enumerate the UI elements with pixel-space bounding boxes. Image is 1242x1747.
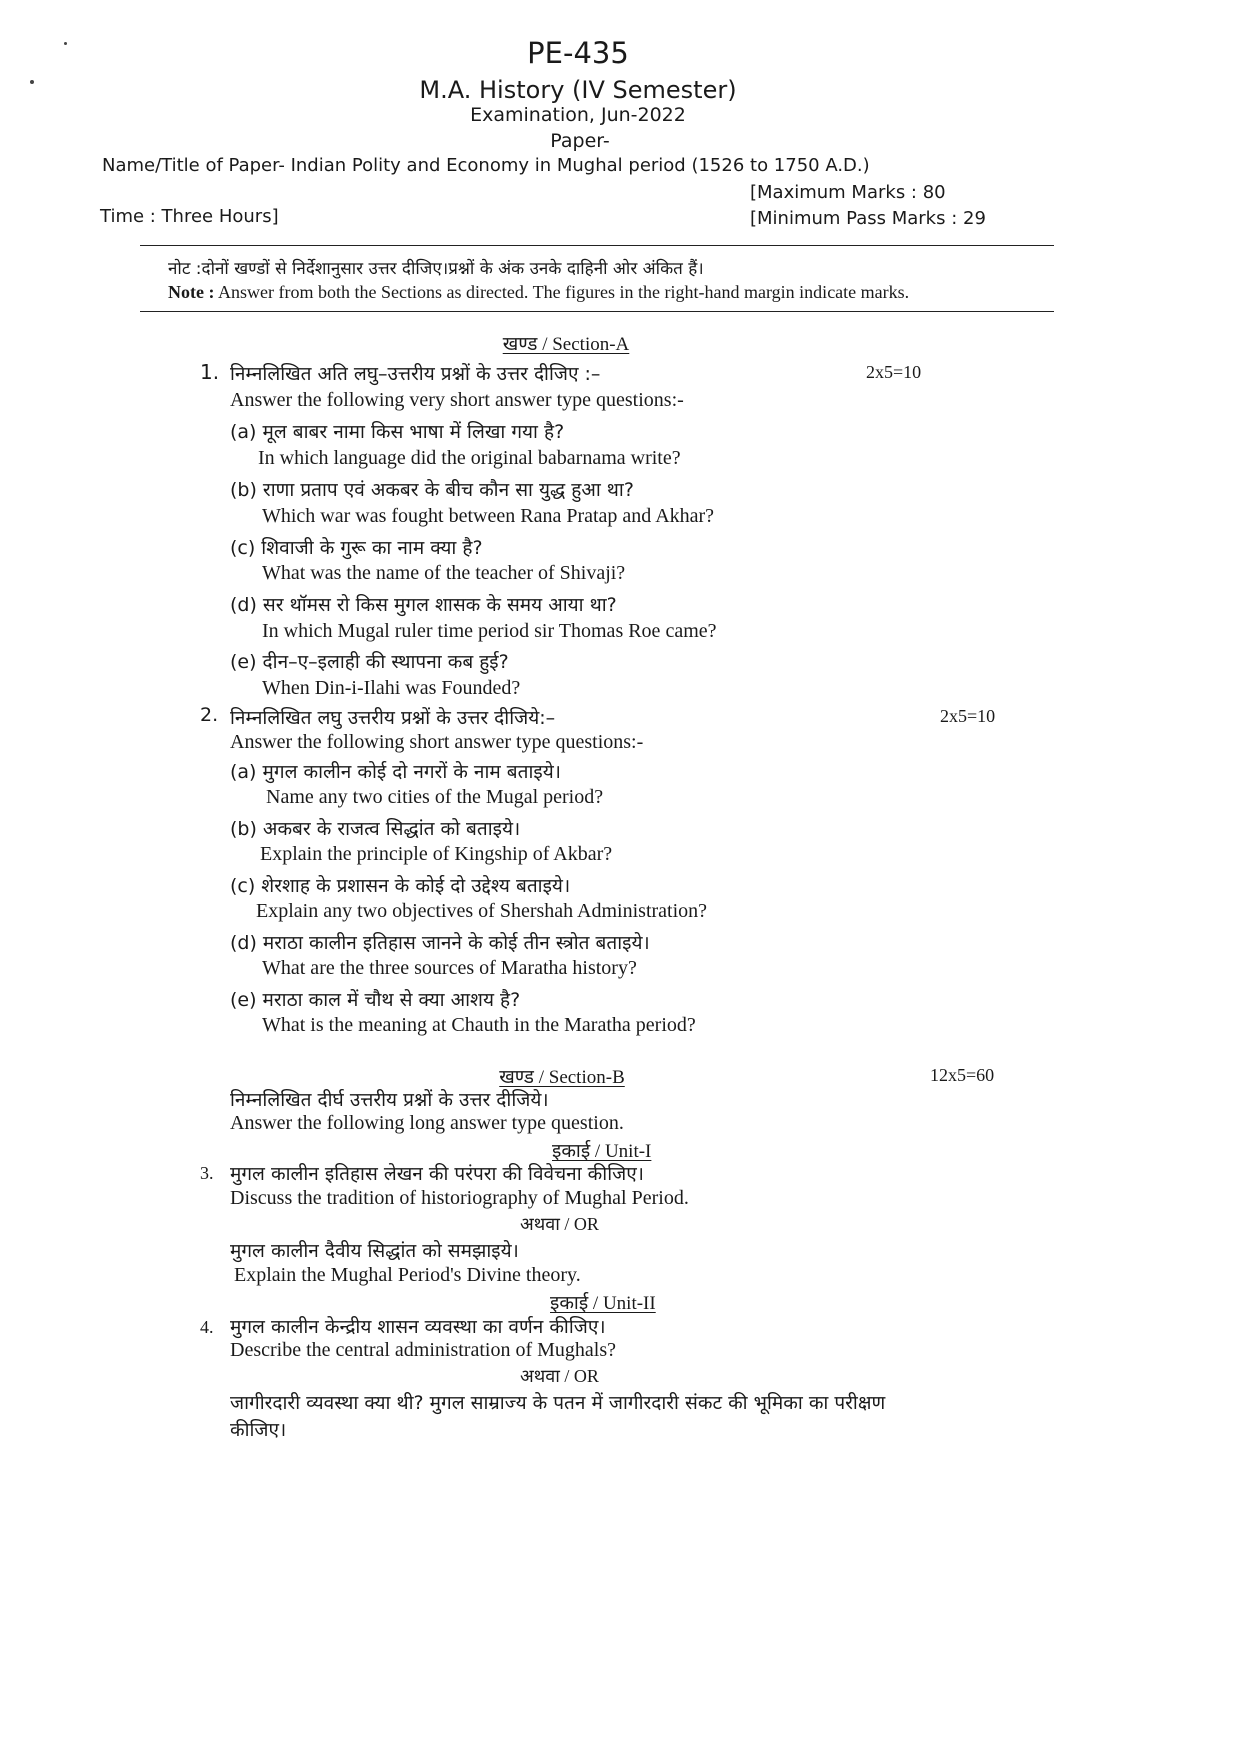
q2e-hindi: (e) मराठा काल में चौथ से क्या आशय है? (230, 989, 521, 1011)
q1-english: Answer the following very short answer type questions:- (230, 389, 684, 411)
q4-hindi: मुगल कालीन केन्द्रीय शासन व्यवस्था का वर्णन कीजिए। (230, 1316, 606, 1338)
minimum-pass-marks: [Minimum Pass Marks : 29 (750, 208, 986, 229)
q2a-hindi: (a) मुगल कालीन कोई दो नगरों के नाम बताइये। (230, 761, 561, 783)
q4-or: अथवा / OR (520, 1366, 599, 1386)
q1a-english: In which language did the original babarnama write? (258, 447, 681, 469)
section-b-heading: खण्ड / Section-B (499, 1067, 625, 1088)
section-b-instruction-english: Answer the following long answer type question. (230, 1112, 624, 1134)
note-text: Answer from both the Sections as directed. The figures in the right-hand margin indicate marks. (214, 282, 910, 302)
q4-english: Describe the central administration of Mughals? (230, 1339, 616, 1361)
q3-hindi: मुगल कालीन इतिहास लेखन की परंपरा की विवेचना कीजिए। (230, 1163, 644, 1185)
q2-hindi: निम्नलिखित लघु उत्तरीय प्रश्नों के उत्तर दीजिये:– (230, 707, 556, 729)
q2e-english: What is the meaning at Chauth in the Maratha period? (262, 1014, 696, 1036)
exam-session: Examination, Jun-2022 (470, 104, 686, 126)
q3-or: अथवा / OR (520, 1214, 599, 1234)
q2a-english: Name any two cities of the Mugal period? (266, 786, 604, 808)
note-label: Note : (168, 282, 215, 302)
unit-1-heading: इकाई / Unit-I (552, 1141, 652, 1162)
q1d-hindi: (d) सर थॉमस रो किस मुगल शासक के समय आया था? (230, 594, 617, 616)
paper-title: Name/Title of Paper- Indian Polity and Economy in Mughal period (1526 to 1750 A.D.) (102, 155, 870, 176)
q3-english: Discuss the tradition of historiography of Mughal Period. (230, 1187, 689, 1209)
q3-alt-hindi: मुगल कालीन दैवीय सिद्धांत को समझाइये। (230, 1240, 519, 1262)
section-a-heading: खण्ड / Section-A (502, 334, 630, 355)
q1-hindi: निम्नलिखित अति लघु–उत्तरीय प्रश्नों के उत्तर दीजिए :– (230, 363, 601, 385)
header-divider (140, 245, 1054, 246)
note-hindi: नोट :दोनों खण्डों से निर्देशानुसार उत्तर दीजिए।प्रश्नों के अंक उनके दाहिनी ओर अंकित हैं। (168, 259, 704, 279)
q2-marks: 2x5=10 (940, 706, 996, 726)
q1b-hindi: (b) राणा प्रताप एवं अकबर के बीच कौन सा युद्ध हुआ था? (230, 479, 634, 501)
q1c-hindi: (c) शिवाजी के गुरू का नाम क्या है? (230, 537, 483, 559)
section-b-marks: 12x5=60 (930, 1065, 995, 1085)
q2-english: Answer the following short answer type questions:- (230, 731, 644, 753)
q1b-english: Which war was fought between Rana Pratap and Akhar? (262, 505, 715, 527)
q3-number: 3. (200, 1163, 214, 1183)
q2c-hindi: (c) शेरशाह के प्रशासन के कोई दो उद्देश्य बताइये। (230, 875, 571, 897)
q1-number: 1. (200, 360, 220, 384)
q4-number: 4. (200, 1317, 214, 1337)
q1d-english: In which Mugal ruler time period sir Thomas Roe came? (262, 620, 717, 642)
q2d-hindi: (d) मराठा कालीन इतिहास जानने के कोई तीन स्त्रोत बताइये। (230, 932, 650, 954)
q3-alt-english: Explain the Mughal Period's Divine theory. (234, 1264, 581, 1286)
q4-alt-hindi-line2: कीजिए। (230, 1419, 287, 1441)
q2b-hindi: (b) अकबर के राजत्व सिद्धांत को बताइये। (230, 818, 521, 840)
note-english (168, 282, 909, 303)
q1e-english: When Din-i-Ilahi was Founded? (262, 677, 521, 699)
q1c-english: What was the name of the teacher of Shivaji? (262, 562, 626, 584)
section-b-instruction-hindi: निम्नलिखित दीर्घ उत्तरीय प्रश्नों के उत्तर दीजिये। (230, 1089, 549, 1111)
course-title: M.A. History (IV Semester) (419, 76, 737, 104)
q1-marks: 2x5=10 (866, 362, 922, 382)
unit-2-heading: इकाई / Unit-II (550, 1293, 656, 1314)
q2c-english: Explain any two objectives of Shershah Administration? (256, 900, 708, 922)
maximum-marks: [Maximum Marks : 80 (750, 182, 946, 203)
paper-code: PE-435 (527, 36, 629, 70)
q2d-english: What are the three sources of Maratha history? (262, 957, 637, 979)
scan-speck (30, 80, 34, 84)
q2b-english: Explain the principle of Kingship of Akbar? (260, 843, 613, 865)
q2-number: 2. (200, 704, 219, 726)
q1a-hindi: (a) मूल बाबर नामा किस भाषा में लिखा गया है? (230, 421, 565, 443)
note-divider (140, 311, 1054, 312)
scan-speck (64, 42, 67, 45)
q4-alt-hindi-line1: जागीरदारी व्यवस्था क्या थी? मुगल साम्राज्य के पतन में जागीरदारी संकट की भूमिका का परीक्षण (230, 1392, 886, 1414)
paper-label: Paper- (550, 130, 610, 152)
q1e-hindi: (e) दीन–ए–इलाही की स्थापना कब हुई? (230, 651, 509, 673)
time-allowed: Time : Three Hours] (100, 206, 279, 227)
